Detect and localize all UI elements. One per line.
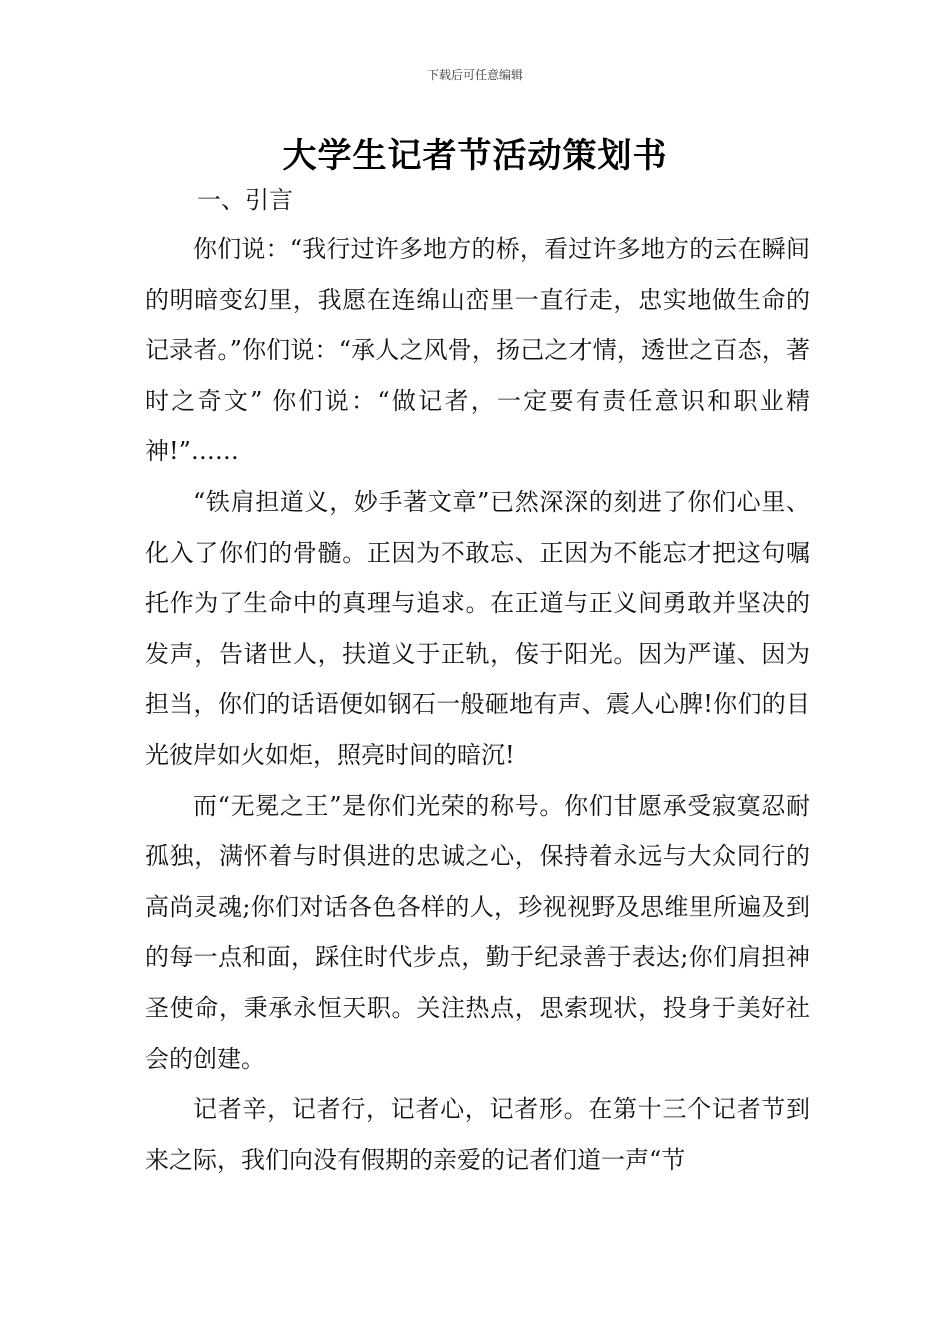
body-paragraph: “铁肩担道义，妙手著文章”已然深深的刻进了你们心里、化入了你们的骨髓。正因为不敢忘、正因为不能忘才把这句嘱托作为了生命中的真理与追求。在正道与正义间勇敢并坚决的发声，告诸世人，扶道义于正轨，侫于阳光。因为严谨、因为担当，你们的话语便如钢石一般砸地有声、震人心脾!你们的目光彼岸如火如炬，照亮时间的暗沉! bbox=[145, 487, 810, 769]
section-heading: 一、引言 bbox=[197, 186, 293, 214]
document-title: 大学生记者节活动策划书 bbox=[282, 136, 668, 176]
body-paragraph: 而“无冕之王”是你们光荣的称号。你们甘愿承受寂寞忍耐孤独，满怀着与时俱进的忠诚之心，保持着永远与大众同行的高尚灵魂;你们对话各色各样的人，珍视视野及思维里所遍及到的每一点和面，踩住时代步点，勤于纪录善于表达;你们肩担神圣使命，秉承永恒天职。关注热点，思索现状，投身于美好社会的创建。 bbox=[145, 791, 810, 1073]
body-paragraph: 记者辛，记者行，记者心，记者形。在第十三个记者节到来之际，我们向没有假期的亲爱的记者们道一声“节 bbox=[145, 1095, 810, 1174]
body-paragraph: 你们说：“我行过许多地方的桥，看过许多地方的云在瞬间的明暗变幻里，我愿在连绵山峦里一直行走，忠实地做生命的记录者。”你们说：“承人之风骨，扬己之才情，透世之百态，著时之奇文” 你们说：“做记者，一定要有责任意识和职业精神!”…… bbox=[145, 235, 810, 466]
page-header-note: 下载后可任意编辑 bbox=[426, 68, 523, 82]
document-body bbox=[145, 224, 810, 1185]
